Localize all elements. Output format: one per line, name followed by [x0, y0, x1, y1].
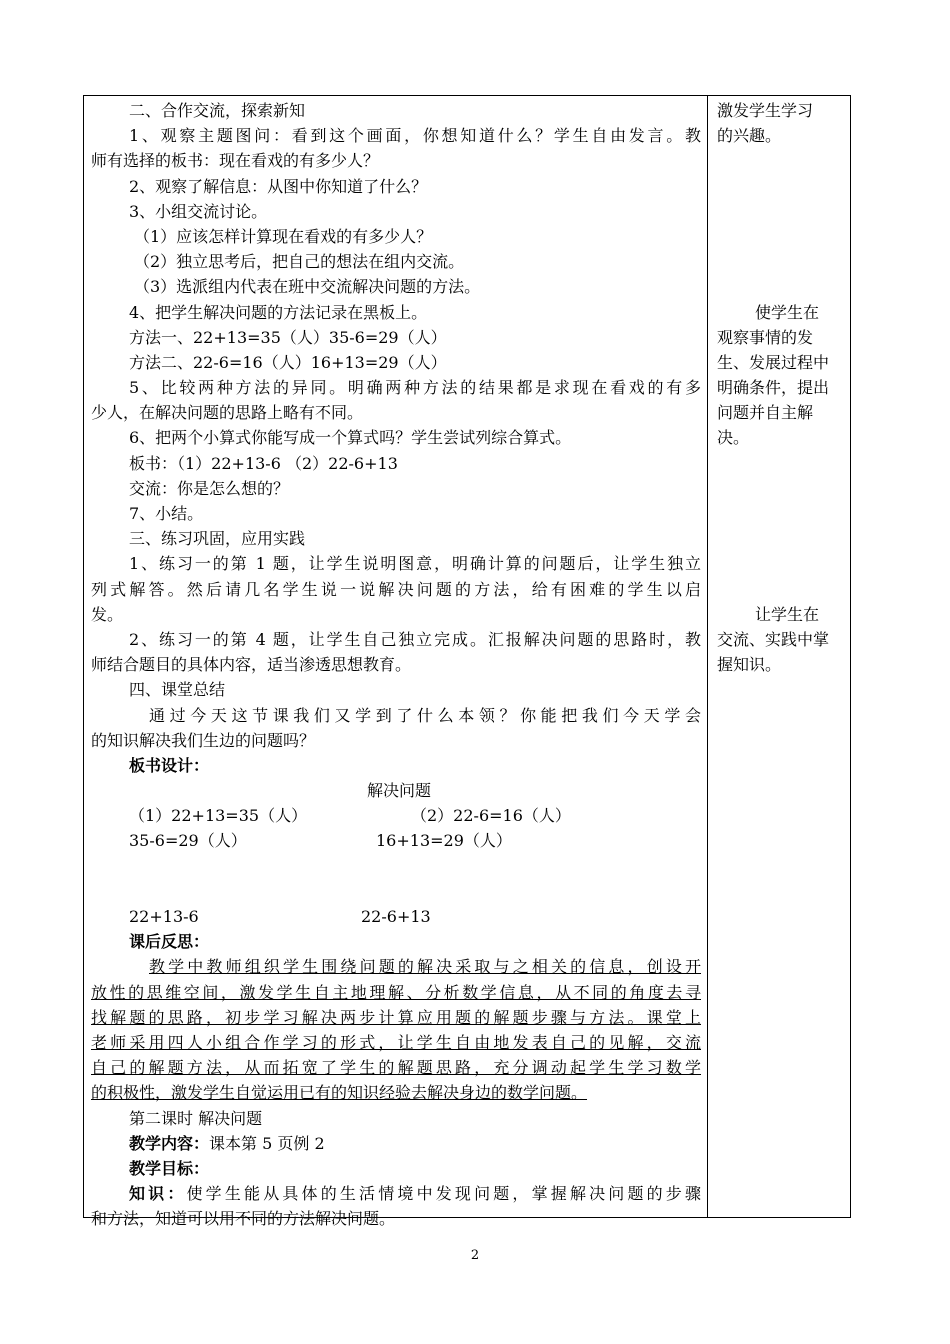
blank-line	[91, 854, 701, 879]
reflection-line: 放性的思维空间，激发学生自主地理解、分析数学信息，从不同的角度去寻	[91, 982, 701, 1002]
column-divider	[707, 95, 708, 1218]
text-line: 交流：你是怎么想的？	[129, 478, 290, 498]
text-line: 6、把两个小算式你能写成一个算式吗？学生尝试列综合算式。	[129, 428, 572, 448]
text-line: （3）选派组内代表在班中交流解决问题的方法。	[134, 277, 481, 297]
text-line: 师有选择的板书：现在看戏的有多少人？	[91, 151, 380, 171]
reflection-line: 自己的解题方法，从而拓宽了学生的解题思路，充分调动起学生学习数学	[91, 1058, 701, 1078]
board-design-label: 板书设计：	[129, 755, 210, 775]
section-heading: 四、课堂总结	[129, 680, 226, 700]
note-line: 使学生在	[755, 302, 820, 322]
text-line: 7、小结。	[129, 504, 204, 523]
text-line: 2、练习一的第 4 题，让学生自己独立完成。汇报解决问题的思路时，教	[129, 629, 701, 649]
section-heading: 三、练习巩固，应用实践	[129, 529, 306, 549]
board-row	[91, 904, 701, 929]
text-line: 2、观察了解信息：从图中你知道了什么？	[129, 176, 428, 196]
page-number: 2	[470, 1248, 480, 1263]
section-heading: 二、合作交流，探索新知	[129, 101, 306, 120]
text-line: 1、观察主题图问：看到这个画面，你想知道什么？学生自由发言。教	[129, 126, 701, 146]
blank-line	[91, 879, 701, 904]
knowledge-line	[91, 1181, 701, 1206]
text-line: 5、比较两种方法的异同。明确两种方法的结果都是求现在看戏的有多	[129, 378, 701, 398]
text-line: 和方法，知道可以用不同的方法解决问题。	[91, 1209, 396, 1229]
note-line: 交流、实践中掌	[717, 629, 830, 649]
board-cell: （2）22-6=16（人）	[411, 806, 571, 826]
method-line: 方法一、22+13=35（人）35-6=29（人）	[129, 327, 447, 347]
note-line: 生、发展过程中	[717, 352, 830, 372]
text-line: 的知识解决我们生边的问题吗？	[91, 730, 316, 750]
teaching-goal-label: 教学目标：	[129, 1158, 210, 1178]
text-line: （1）应该怎样计算现在看戏的有多少人？	[134, 226, 433, 246]
lesson-heading: 第二课时 解决问题	[129, 1108, 263, 1128]
board-row	[91, 828, 701, 853]
knowledge-text: 使学生能从具体的生活情境中发现问题，掌握解决问题的步骤	[186, 1184, 701, 1204]
teaching-content-text: 课本第 5 页例 2	[209, 1133, 325, 1153]
method-line: 方法二、22-6=16（人）16+13=29（人）	[129, 352, 447, 372]
text-line: 1、练习一的第 1 题，让学生说明图意，明确计算的问题后，让学生独立	[129, 554, 701, 574]
reflection-line: 老师采用四人小组合作学习的形式，让学生自由地发表自己的见解，交流	[91, 1032, 701, 1052]
text-line: 发。	[91, 604, 124, 624]
text-line: 通过今天这节课我们又学到了什么本领？你能把我们今天学会	[149, 705, 701, 725]
reflection-label: 课后反思：	[129, 932, 210, 952]
board-title: 解决问题	[367, 781, 432, 801]
note-line: 观察事情的发	[717, 327, 814, 347]
board-row	[91, 803, 701, 828]
board-cell: 16+13=29（人）	[376, 831, 512, 851]
text-line: 板书：（1）22+13-6 （2）22-6+13	[129, 453, 398, 473]
notes-column	[717, 98, 845, 677]
board-cell: 22+13-6	[129, 907, 199, 926]
note-line: 决。	[717, 428, 750, 448]
reflection-line: 找解题的思路，初步学习解决两步计算应用题的解题步骤与方法。课堂上	[91, 1007, 701, 1027]
teaching-content	[91, 1131, 701, 1156]
text-line: 列式解答。然后请几名学生说一说解决问题的方法，给有困难的学生以启	[91, 579, 701, 599]
knowledge-label: 知识：	[129, 1184, 187, 1204]
note-line: 握知识。	[717, 655, 782, 675]
note-line: 明确条件，提出	[717, 378, 830, 398]
note-line: 让学生在	[755, 604, 820, 624]
teaching-content-label: 教学内容：	[129, 1133, 210, 1153]
text-line: 少人，在解决问题的思路上略有不同。	[91, 403, 364, 423]
note-line: 激发学生学习	[717, 101, 814, 120]
text-line: 师结合题目的具体内容，适当渗透思想教育。	[91, 655, 412, 675]
board-cell: （1）22+13=35（人）	[129, 806, 308, 826]
text-line: 3、小组交流讨论。	[129, 201, 268, 221]
text-line: 4、把学生解决问题的方法记录在黑板上。	[129, 302, 428, 322]
board-cell: 35-6=29（人）	[129, 831, 247, 851]
main-column	[91, 98, 701, 1231]
note-line: 问题并自主解	[717, 403, 814, 423]
note-line: 的兴趣。	[717, 126, 782, 146]
board-cell: 22-6+13	[361, 907, 431, 926]
reflection-line: 的积极性，激发学生自觉运用已有的知识经验去解决身边的数学问题。	[91, 1083, 588, 1103]
text-line: （2）独立思考后，把自己的想法在组内交流。	[134, 252, 465, 272]
reflection-line: 教学中教师组织学生围绕问题的解决采取与之相关的信息，创设开	[149, 957, 701, 977]
